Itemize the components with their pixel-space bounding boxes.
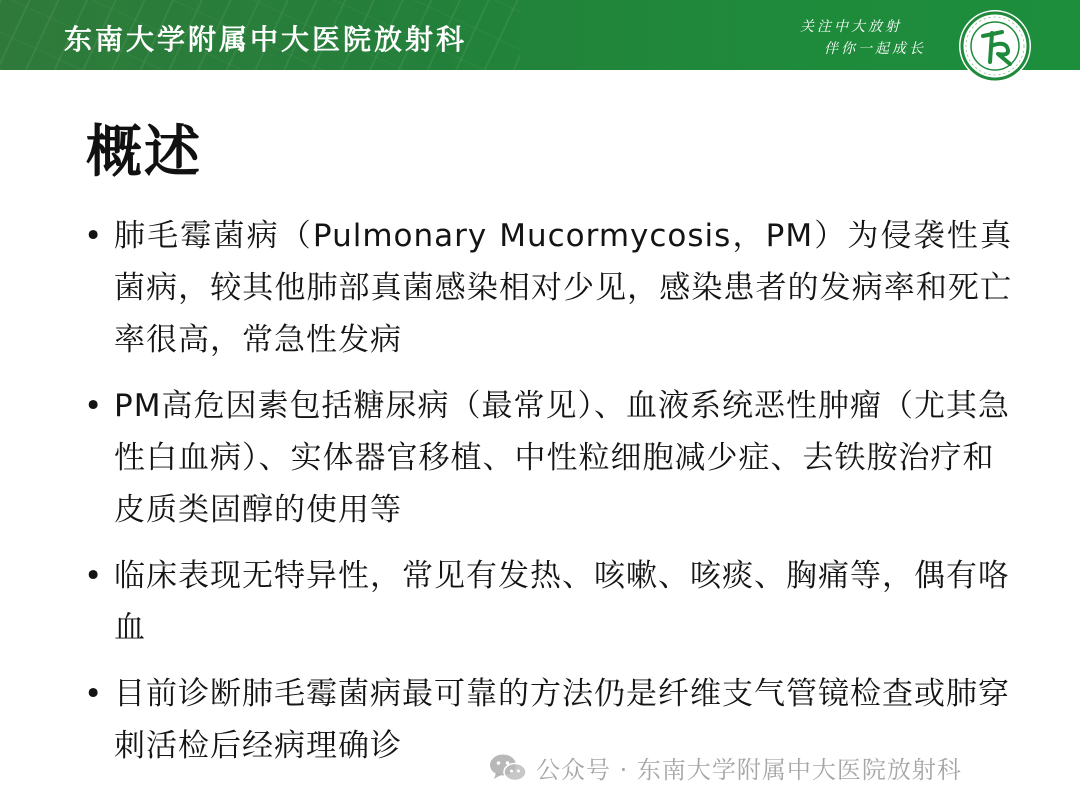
- header-banner: [0, 0, 1080, 70]
- bullet-item: [82, 380, 1012, 536]
- slogan-line-2: 伴你一起成长: [824, 41, 926, 57]
- bullet-text: PM高危因素包括糖尿病（最常见）、血液系统恶性肿瘤（尤其急性白血病）、实体器官移植、中性粒细胞减少症、去铁胺治疗和皮质类固醇的使用等: [114, 388, 1010, 528]
- slogan-line-1: 关注中大放射: [800, 19, 902, 35]
- bullet-marker: •: [84, 676, 104, 712]
- bullet-text: 目前诊断肺毛霉菌病最可靠的方法仍是纤维支气管镜检查或肺穿刺活检后经病理确诊: [114, 676, 1010, 764]
- bullet-item: [82, 210, 1012, 366]
- header-title: 东南大学附属中大医院放射科: [64, 23, 468, 56]
- bullet-list: [82, 210, 1012, 786]
- wechat-icon: [488, 752, 528, 784]
- watermark-text: 公众号 · 东南大学附属中大医院放射科: [536, 756, 962, 784]
- bullet-text: 肺毛霉菌病（Pulmonary Mucormycosis，PM）为侵袭性真菌病，较其他肺部真菌感染相对少见，感染患者的发病率和死亡率很高，常急性发病: [114, 218, 1012, 358]
- bullet-marker: •: [84, 218, 104, 254]
- bullet-item: [82, 550, 1012, 654]
- hospital-logo-icon: [950, 8, 1040, 84]
- header-slogan: [800, 16, 930, 60]
- bullet-marker: •: [84, 558, 104, 594]
- slide-title: 概述: [86, 120, 202, 185]
- bullet-text: 临床表现无特异性，常见有发热、咳嗽、咳痰、胸痛等，偶有咯血: [114, 558, 1010, 646]
- bullet-marker: •: [84, 388, 104, 424]
- watermark: [488, 750, 962, 785]
